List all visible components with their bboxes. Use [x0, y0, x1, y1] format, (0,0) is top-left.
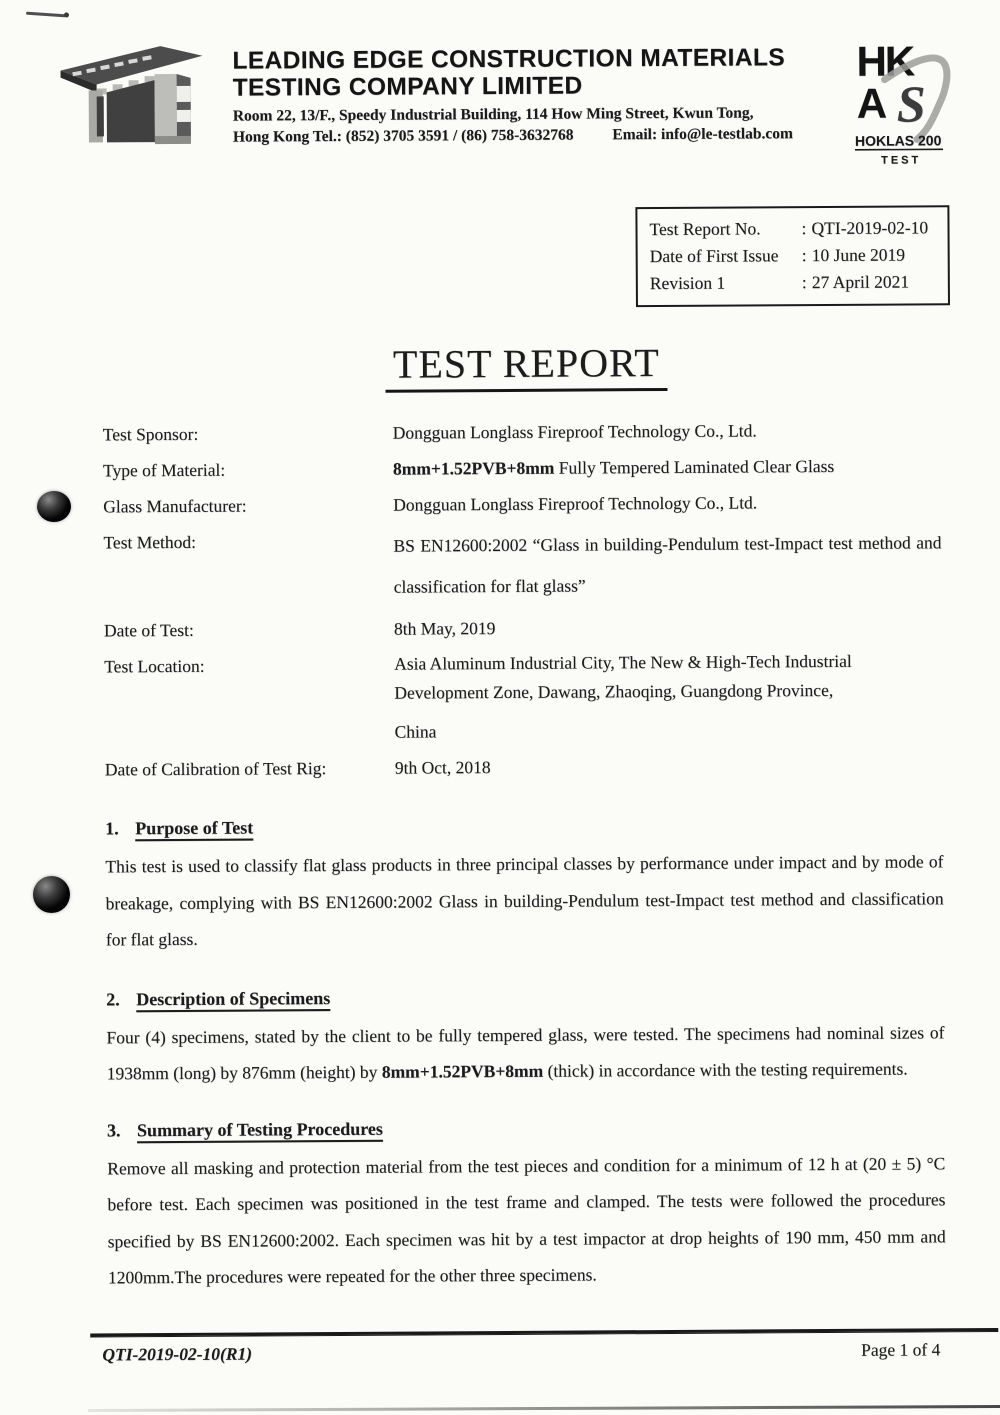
company-logo: [56, 40, 207, 147]
section-3-heading: [107, 1110, 945, 1145]
field-test-location: [104, 646, 943, 748]
specimen-thickness-bold: 8mm+1.52PVB+8mm: [381, 1060, 544, 1082]
field-test-sponsor: [103, 414, 941, 449]
report-no-row: [649, 214, 937, 243]
section-1-heading: [105, 808, 943, 843]
company-phone: Hong Kong Tel.: (852) 3705 3591 / (86) 758-3632768: [232, 126, 574, 146]
first-issue-label: Date of First Issue: [649, 245, 779, 267]
section-2-heading: [106, 979, 944, 1014]
hoklas-label: HOKLAS 200: [854, 132, 942, 149]
separator: :: [801, 245, 807, 266]
company-name-line2: TESTING COMPANY LIMITED: [232, 72, 583, 102]
location-main: Asia Aluminum Industrial City, The New & High-Tech Industrial Development Zone, Dawang, Zhaoqing, Guangdong Province,: [394, 650, 852, 703]
field-label: Glass Manufacturer:: [103, 495, 247, 517]
report-no-label: Test Report No.: [649, 218, 761, 240]
field-value: Dongguan Longlass Fireproof Technology Co., Ltd.: [393, 492, 758, 515]
field-value: 8th May, 2019: [393, 618, 496, 639]
field-value: [394, 646, 943, 746]
specimen-text-pre: Four (4) specimens, stated by the client to be fully tempered glass, were tested. The specimens had nominal sizes of 1938mm (long) by 876mm (height) by: [106, 1021, 945, 1084]
field-value: BS EN12600:2002 “Glass in building-Pendulum test-Impact test method and classification for flat glass”: [393, 532, 942, 597]
page-title: TEST REPORT: [385, 341, 668, 393]
field-value: [393, 450, 941, 483]
field-value: 9th Oct, 2018: [394, 757, 491, 778]
first-issue-row: [650, 241, 938, 270]
field-label: Type of Material:: [102, 459, 226, 481]
section-title: Description of Specimens: [136, 987, 331, 1009]
section-title: Summary of Testing Procedures: [136, 1118, 383, 1140]
company-name-line1: LEADING EDGE CONSTRUCTION MATERIALS: [232, 44, 786, 75]
revision-row: [650, 268, 938, 297]
field-label: Test Location:: [104, 655, 205, 677]
company-email: Email: info@le-testlab.com: [612, 125, 793, 144]
hoklas-label-underline: [855, 149, 943, 150]
report-details: [103, 414, 943, 784]
footer-doc-ref: QTI-2019-02-10(R1): [102, 1343, 253, 1365]
hoklas-accreditation-logo: [850, 35, 953, 168]
hoklas-letter-a: A: [856, 79, 888, 127]
page-footer: [90, 1328, 998, 1366]
first-issue-value: 10 June 2019: [811, 244, 906, 266]
section-title: Purpose of Test: [135, 817, 254, 839]
section-number: 1.: [105, 818, 119, 839]
footer-text-row: [90, 1332, 998, 1366]
field-glass-manufacturer: [103, 486, 941, 521]
field-label: Date of Calibration of Test Rig:: [104, 758, 327, 780]
section-number: 3.: [106, 1119, 121, 1140]
letterhead: [0, 31, 997, 173]
section-2-body: [106, 1014, 944, 1092]
report-info-box: [635, 205, 950, 307]
revision-label: Revision 1: [649, 272, 726, 294]
material-spec-rest: Fully Tempered Laminated Clear Glass: [554, 455, 835, 478]
field-value: Dongguan Longlass Fireproof Technology Co., Ltd.: [392, 420, 757, 443]
company-block: [232, 36, 805, 147]
revision-value: 27 April 2021: [811, 271, 910, 293]
field-date-of-test: [104, 610, 942, 645]
specimen-text-post: (thick) in accordance with the testing requirements.: [543, 1058, 908, 1081]
field-test-method: [103, 522, 941, 609]
location-country: China: [394, 721, 437, 742]
hoklas-sublabel: TEST: [881, 154, 922, 167]
title-wrap: [26, 339, 1000, 395]
field-label: Test Sponsor:: [102, 423, 199, 445]
section-3-body: Remove all masking and protection material from the test pieces and condition for a minimum of 12 h at (20 ± 5) °C before test. Each specimen was positioned in the test frame and clamped. The tests were followed the procedures specified by BS EN12600:2002. Each specimen was hit by a test impactor at drop heights of 190 mm, 450 mm and 1200mm.The procedures were repeated for the other three specimens.: [107, 1152, 946, 1288]
hoklas-letter-s: S: [896, 76, 926, 134]
field-label: Test Method:: [103, 531, 197, 553]
report-body: [105, 808, 946, 1296]
field-calibration-date: [105, 749, 943, 784]
report-no-value: QTI-2019-02-10: [811, 217, 929, 239]
material-spec-bold: 8mm+1.52PVB+8mm: [392, 457, 555, 479]
separator: :: [801, 272, 807, 293]
field-label: Date of Test:: [103, 619, 194, 641]
section-number: 2.: [106, 988, 120, 1009]
section-1-body: This test is used to classify flat glass products in three principal classes by performance under impact and by mode of breakage, complying with BS EN12600:2002 Glass in building-Pendulum test-Impact test method and classification for flat glass.: [105, 851, 944, 950]
company-contact-row: [233, 123, 793, 147]
footer-page-number: Page 1 of 4: [861, 1339, 941, 1360]
hoklas-letters-hk: HK: [856, 37, 914, 85]
company-address: Room 22, 13/F., Speedy Industrial Building, 114 How Ming Street, Kwun Tong,: [232, 104, 754, 125]
field-type-of-material: [103, 450, 941, 485]
separator: :: [801, 218, 807, 239]
